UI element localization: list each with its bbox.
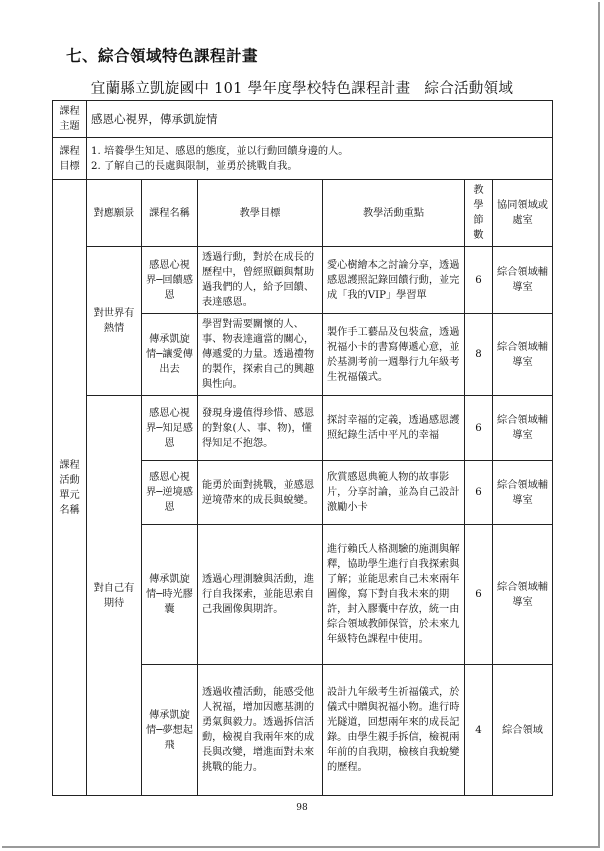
partner-office: 綜合領域 [493, 665, 553, 796]
document-title-main: 宜蘭縣立凱旋國中 101 學年度學校特色課程計畫 [90, 81, 411, 97]
topic-row [53, 101, 553, 138]
goal-item: 1. 培養學生知足、感恩的態度，並以行動回饋身邊的人。 [91, 145, 349, 157]
header-activity: 教學活動重點 [323, 180, 465, 247]
partner-office: 綜合領域輔導室 [493, 247, 553, 314]
table-row [53, 247, 553, 314]
section-heading: 七、綜合領域特色課程計畫 [66, 47, 259, 65]
activity-focus: 製作手工藝品及包裝盒，透過祝福小卡的書寫傳遞心意，並於基測考前一週舉行九年級考生祝福儀式。 [323, 314, 465, 396]
teaching-objective: 透過行動，對於在成長的歷程中，曾經照顧與幫助過我們的人，給予回饋、表達感恩。 [198, 247, 323, 314]
activity-focus: 探討幸福的定義，透過感恩護照紀錄生活中平凡的幸福 [323, 396, 465, 461]
partner-office: 綜合領域輔導室 [493, 525, 553, 665]
goals-label: 課程目標 [53, 138, 87, 180]
course-name: 感恩心視界─回饋感恩 [142, 247, 198, 314]
course-name: 感恩心視界─知足感恩 [142, 396, 198, 461]
period-count: 6 [465, 525, 493, 665]
goal-item: 2. 了解自己的長處與限制，並勇於挑戰自我。 [91, 160, 298, 172]
course-plan-table [52, 100, 553, 796]
teaching-objective: 透過心理測驗與活動，進行自我探索，並能思索自己我圖像與期許。 [198, 525, 323, 665]
header-periods: 教學節數 [465, 180, 493, 247]
activity-focus: 愛心樹繪本之討論分享，透過感恩護照記錄回饋行動，並完成「我的VIP」學習單 [323, 247, 465, 314]
activity-focus: 設計九年級考生祈福儀式，於儀式中贈與祝福小物。進行時光隧道，回想兩年來的成長記錄。由學生親手拆信，檢視兩年前的自我期，檢核自我蛻變的歷程。 [323, 665, 465, 796]
vision-cell: 對世界有熱情 [87, 247, 142, 396]
topic-value: 感恩心視界，傳承凱旋情 [87, 101, 553, 138]
activity-focus: 欣賞感恩典範人物的故事影片，分享討論，並為自己設計激勵小卡 [323, 461, 465, 525]
course-name: 傳承凱旋情─時光膠囊 [142, 525, 198, 665]
teaching-objective: 透過收禮活動，能感受他人祝福，增加因應基測的勇氣與毅力。透過拆信活動，檢視自我兩年來的成長與改變，增進面對未來挑戰的能力。 [198, 665, 323, 796]
period-count: 8 [465, 314, 493, 396]
course-name: 傳承凱旋情─讓愛傳出去 [142, 314, 198, 396]
period-count: 6 [465, 247, 493, 314]
header-row [53, 180, 553, 247]
activity-focus: 進行賴氏人格測驗的施測與解釋，協助學生進行自我探索與了解；並能思索自己未來兩年圖像，寫下對自我未來的期許，封入膠囊中存放，統一由綜合領域教師保管，於未來九年級特色課程中使用。 [323, 525, 465, 665]
document-title-domain: 綜合活動領域 [424, 81, 514, 97]
topic-label: 課程主題 [53, 101, 87, 138]
period-count: 6 [465, 396, 493, 461]
course-name: 傳承凱旋情─夢想起飛 [142, 665, 198, 796]
table-row [53, 396, 553, 461]
unit-label: 課程活動單元名稱 [53, 180, 87, 796]
page-number: 98 [296, 803, 308, 813]
header-name: 課程名稱 [142, 180, 198, 247]
header-objective: 教學目標 [198, 180, 323, 247]
partner-office: 綜合領域輔導室 [493, 396, 553, 461]
period-count: 4 [465, 665, 493, 796]
goals-list [87, 138, 553, 180]
header-vision: 對應願景 [87, 180, 142, 247]
teaching-objective: 能勇於面對挑戰，並感恩逆境帶來的成長與蛻變。 [198, 461, 323, 525]
vision-cell: 對自己有期待 [87, 396, 142, 796]
header-office: 協同領域或處室 [493, 180, 553, 247]
goals-row [53, 138, 553, 180]
teaching-objective: 發現身邊值得珍惜、感恩的對象(人、事、物)，懂得知足不抱怨。 [198, 396, 323, 461]
partner-office: 綜合領域輔導室 [493, 314, 553, 396]
period-count: 6 [465, 461, 493, 525]
teaching-objective: 學習對需要關懷的人、事、物表達適當的關心，傳遞愛的力量。透過禮物的製作，探索自己的興趣與性向。 [198, 314, 323, 396]
document-title [52, 77, 552, 98]
partner-office: 綜合領域輔導室 [493, 461, 553, 525]
course-name: 感恩心視界─逆境感恩 [142, 461, 198, 525]
